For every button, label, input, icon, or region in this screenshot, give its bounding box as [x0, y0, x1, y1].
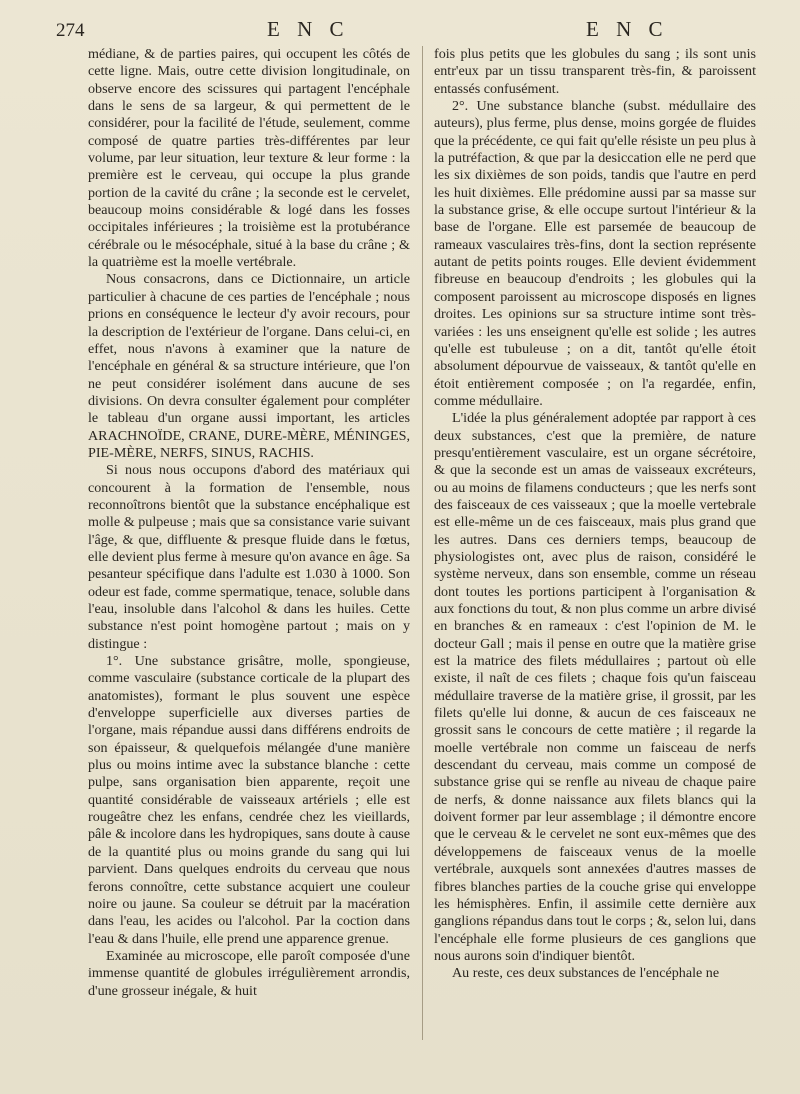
paragraph: Nous consacrons, dans ce Dictionnaire, un article particulier à chacune de ces parties de l'encéphale ; nous prions en conséquence le lecteur d'y avoir recours, pour la description de l'extérieur de l'organe. Dans celui-ci, en effet, nous n'avons à examiner que la nature de l'encéphale en général & sa structure intérieure, que l'on ne peut considérer isolément dans aucune de ses divisions. On devra consulter également pour compléter le tableau d'un organe aussi important, les articles ARACHNOÏDE, CRANE, DURE-MÈRE, MÉNINGES, PIE-MÈRE, NERFS, SINUS, RACHIS.	[88, 271, 410, 461]
page-number: 274	[56, 20, 85, 41]
running-title-right: E N C	[586, 17, 669, 41]
paragraph: Au reste, ces deux substances de l'encéphale ne	[452, 965, 720, 982]
paragraph: 2°. Une substance blanche (subst. médullaire des auteurs), plus ferme, plus dense, moins gorgée de fluides que la précédente, ce qui fait qu'elle résiste un peu plus à la putréfaction, & que par la desiccation elle ne perd que les six dixièmes de son poids, tandis que l'autre en perd les huit dixièmes. Elle prédomine aussi par sa masse sur la substance grise, & elle occupe surtout l'intérieur & la base de l'organe. Elle est parsemée de beaucoup de rameaux vasculaires très-fins, dont la section représente autant de petits points rouges. Elle devient évidemment fibreuse en beaucoup d'endroits ; les globules qui la composent paroissent au microscope disposés en lignes droites. Les opinions sur sa structure intime sont très-variées : les uns enseignent qu'elle est solide ; les autres qu'elle est tubuleuse ; on a dit, tantôt qu'elle étoit absolument dépourvue de vaisseaux, & tantôt qu'elle en étoit entièrement composée ; on l'a regardée, enfin, comme médullaire.	[434, 98, 756, 409]
paragraph: fois plus petits que les globules du sang ; ils sont unis entr'eux par un tissu transparent très-fin, & paroissent entassés confusément.	[434, 46, 756, 97]
paragraph: médiane, & de parties paires, qui occupent les côtés de cette ligne. Mais, outre cette division longitudinale, on observe encore des scissures qui partagent l'encéphale dans le sens de sa largeur, & qui permettent de le considérer, pour la facilité de l'étude, seulement, comme composé de quatre parties très-différentes par leur volume, par leur situation, leur texture & leur forme : la première est le cerveau, qui occupe la plus grande portion de la cavité du crâne ; la seconde est le cervelet, beaucoup moins considérable & logé dans les fosses occipitales inférieures ; la troisième est la protubérance cérébrale ou le mésocéphale, situé à la base du crâne ; & la quatrième est la moelle vertébrale.	[88, 46, 410, 271]
left-column	[88, 46, 410, 1000]
paragraph: Si nous nous occupons d'abord des matériaux qui concourent à la formation de l'ensemble, nous reconnoîtrons bientôt que la substance encéphalique est molle & pulpeuse ; mais que sa consistance varie suivant l'âge, & que, diffluente & presque fluide dans le fœtus, elle devient plus ferme à mesure qu'on avance en âge. Sa pesanteur spécifique dans l'adulte est 1.030 à 1000. Son odeur est fade, comme spermatique, tenace, soluble dans l'eau, insoluble dans l'alcohol & dans les huiles. Cette substance n'est point homogène partout ; mais on y distingue :	[88, 462, 410, 652]
running-title-left: E N C	[267, 17, 350, 41]
paragraph: 1°. Une substance grisâtre, molle, spongieuse, comme vasculaire (substance corticale de la plupart des anatomistes), formant le plus souvent une espèce d'enveloppe superficielle aux diverses parties de l'organe, mais répandue aussi dans différens endroits de son épaisseur, & quelquefois mélangée d'une manière plus ou moins intime avec la substance blanche : cette pulpe, sans organisation bien apparente, reçoit une quantité considérable de vaisseaux artériels ; elle est rougeâtre chez les enfans, cendrée chez les vieillards, pâle & incolore dans les hydropiques, sans doute à cause de la quantité plus ou moins grande du sang qui lui parvient. Dans quelques endroits du cerveau que nous ferons connoître, cette substance acquiert une couleur noire ou jaune. Sa couleur se détruit par la macération dans l'eau, les acides ou l'alcohol. Par la coction dans l'eau & dans l'huile, elle prend une apparence grenue.	[88, 653, 410, 947]
column-divider	[422, 46, 423, 1040]
text-columns	[88, 46, 760, 1070]
paragraph: L'idée la plus généralement adoptée par rapport à ces deux substances, c'est que la première, de nature presqu'entièrement vasculaire, est un organe sécrétoire, & que la seconde est un amas de vaisseaux excréteurs, ou au moins de filamens conducteurs ; que les nerfs sont des faisceaux de ces vaisseaux ; que la moelle vertebrale est elle-même un de ces faisceaux, mais plus grand que les autres. Dans ces derniers temps, beaucoup de physiologistes ont, avec plus de raison, considéré le système nerveux, dans son ensemble, comme un réseau dont toutes les portions participent à l'organisation & aux fonctions du tout, & non plus comme un arbre divisé en branches & en rameaux : c'est l'opinion de M. le docteur Gall ; mais il pense en outre que la matière grise est la matrice des filets médullaires ; partout où elle existe, il naît de ces filets ; chaque fois qu'un faisceau médullaire traverse de la matière grise, il grossit, par les filets qu'elle lui donne, & aucun de ces faisceaux ne grossit sans le concours de cette matière ; il regarde la moelle vertébrale non comme un faisceau de nerfs descendant du cerveau, mais comme un composé de substance grise qui se renfle au niveau de chaque paire de nerfs, & donne naissance aux filets blancs qui la doivent former par leur assemblage ; il démontre encore que le cerveau & le cervelet ne sont eux-mêmes que des développemens de faisceaux venus de la moelle vertébrale, auxquels sont annexées d'autres masses de fibres blanches parties de la couche grise qui enveloppe les hémisphères. Enfin, il assimile cette dernière aux ganglions répandus dans tout le corps ; &, selon lui, dans l'encéphale elle forme plusieurs de ces ganglions que nous aurons soin d'indiquer bientôt.	[434, 410, 756, 964]
paragraph: Examinée au microscope, elle paroît composée d'une immense quantité de globules irrégulièrement arrondis, d'une grosseur inégale, & huit	[88, 947, 410, 999]
right-column	[434, 46, 756, 983]
page-footer	[0, 1082, 800, 1094]
